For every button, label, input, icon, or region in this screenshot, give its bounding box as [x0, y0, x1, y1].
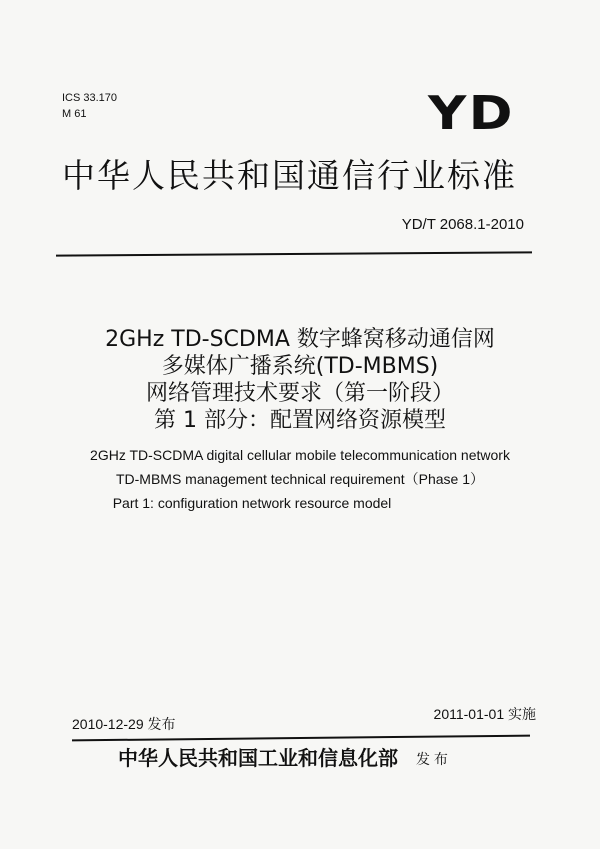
implementation-date: 2011-01-01 实施 [433, 706, 536, 722]
title-cn-line-2: 多媒体广播系统(TD-MBMS) [161, 354, 439, 379]
title-cn-line-3: 网络管理技术要求（第一阶段） [145, 381, 454, 406]
title-en-line-1: 2GHz TD-SCDMA digital cellular mobile telecommunication network [90, 447, 510, 463]
ccs-code: M 61 [62, 108, 87, 120]
issue-date: 2010-12-29 发布 [72, 716, 176, 732]
publisher: 中华人民共和国工业和信息化部 [118, 746, 398, 770]
publish-label: 发 布 [416, 751, 448, 767]
title-cn-line-4: 第 1 部分：配置网络资源模型 [154, 408, 446, 433]
footer-divider [72, 735, 530, 741]
ics-code: ICS 33.170 [62, 92, 118, 104]
category-title: 中华人民共和国通信行业标准 [62, 156, 517, 195]
header-divider [56, 251, 532, 256]
yd-logo: YD [428, 86, 515, 140]
title-en-line-3: Part 1: configuration network resource model [112, 495, 392, 511]
standard-number: YD/T 2068.1-2010 [401, 216, 524, 233]
title-cn-line-1: 2GHz TD-SCDMA 数字蜂窝移动通信网 [105, 327, 495, 352]
title-en-line-2: TD-MBMS management technical requirement（Phase 1） [115, 471, 485, 487]
